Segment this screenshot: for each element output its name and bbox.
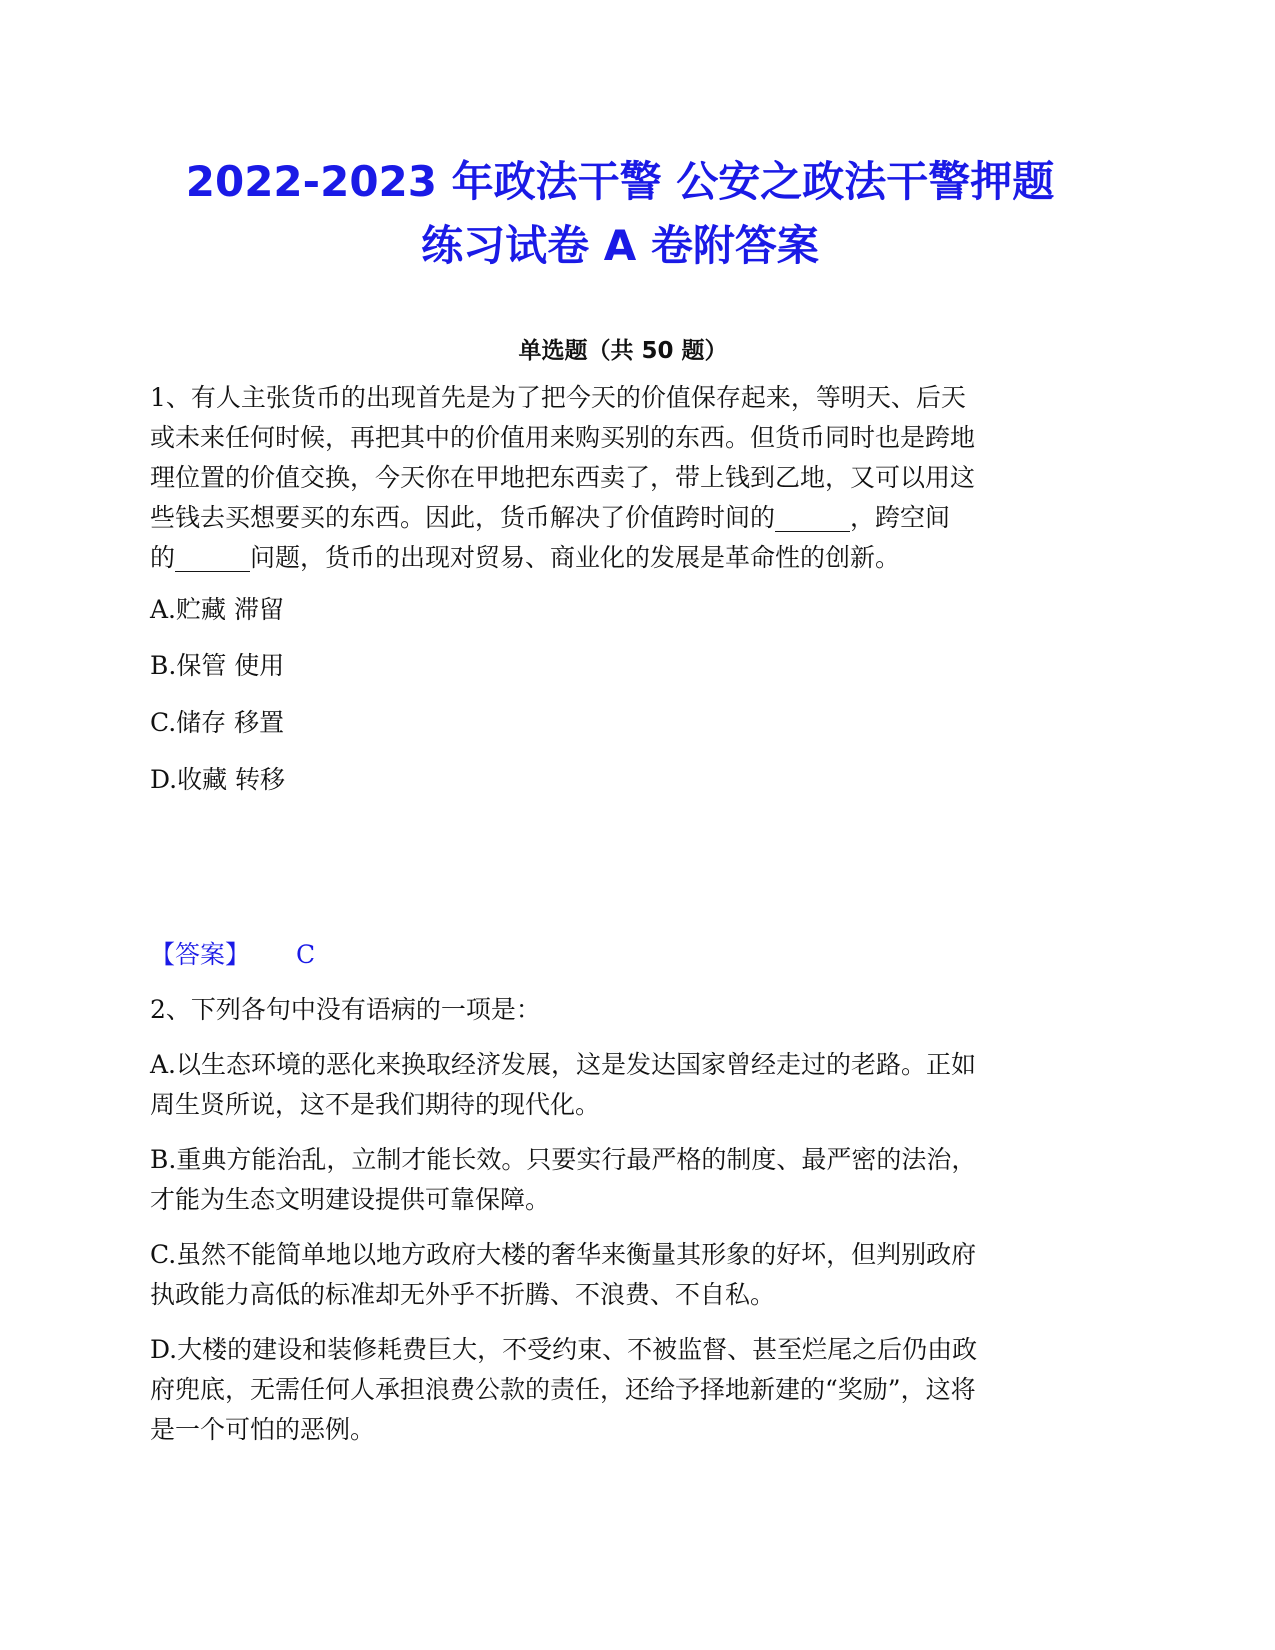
q2-option-c-line: C.虽然不能简单地以地方政府大楼的奢华来衡量其形象的好坏，但判别政府 <box>150 1240 977 1269</box>
section-heading: 单选题（共 50 题） <box>518 338 728 364</box>
q1-line: 些钱去买想要买的东西。因此，货币解决了价值跨时间的______，跨空间 <box>150 503 951 532</box>
q2-option-d-line: D.大楼的建设和装修耗费巨大，不受约束、不被监督、甚至烂尾之后仍由政 <box>150 1335 978 1364</box>
q1-option-d: D.收藏 转移 <box>150 765 286 794</box>
q2-option-b <box>150 1140 1110 1220</box>
q1-line: 或未来任何时候，再把其中的价值用来购买别的东西。但货币同时也是跨地 <box>150 423 976 452</box>
document-title <box>120 150 1120 278</box>
question-1-stem <box>150 378 1110 578</box>
q1-option-b: B.保管 使用 <box>150 651 285 680</box>
q1-line: 的______问题，货币的出现对贸易、商业化的发展是革命性的创新。 <box>150 543 901 572</box>
q1-option-c: C.储存 移置 <box>150 708 285 737</box>
q1-option-a: A.贮藏 滞留 <box>150 595 284 624</box>
q2-option-c-line: 执政能力高低的标准却无外乎不折腾、不浪费、不自私。 <box>150 1280 776 1309</box>
q2-option-b-line: 才能为生态文明建设提供可靠保障。 <box>150 1185 551 1214</box>
q1-answer <box>150 935 315 975</box>
q2-option-a-line: A.以生态环境的恶化来换取经济发展，这是发达国家曾经走过的老路。正如 <box>150 1050 977 1079</box>
answer-label: 【答案】 <box>150 940 251 969</box>
title-line-1: 2022-2023 年政法干警 公安之政法干警押题 <box>185 157 1055 206</box>
question-2-stem: 2、下列各句中没有语病的一项是： <box>150 995 541 1024</box>
q2-option-a <box>150 1045 1110 1125</box>
q1-line: 理位置的价值交换，今天你在甲地把东西卖了，带上钱到乙地，又可以用这 <box>150 463 976 492</box>
q2-option-b-line: B.重典方能治乱，立制才能长效。只要实行最严格的制度、最严密的法治， <box>150 1145 977 1174</box>
title-line-2: 练习试卷 A 卷附答案 <box>421 221 819 270</box>
q2-option-a-line: 周生贤所说，这不是我们期待的现代化。 <box>150 1090 601 1119</box>
q2-option-d-line: 府兜底，无需任何人承担浪费公款的责任，还给予择地新建的“奖励”，这将 <box>150 1375 976 1404</box>
q2-option-c <box>150 1235 1110 1315</box>
q2-option-d-line: 是一个可怕的恶例。 <box>150 1415 376 1444</box>
q1-line: 1、有人主张货币的出现首先是为了把今天的价值保存起来，等明天、后天 <box>150 383 966 412</box>
answer-value: C <box>296 940 316 969</box>
q2-option-d <box>150 1330 1110 1450</box>
